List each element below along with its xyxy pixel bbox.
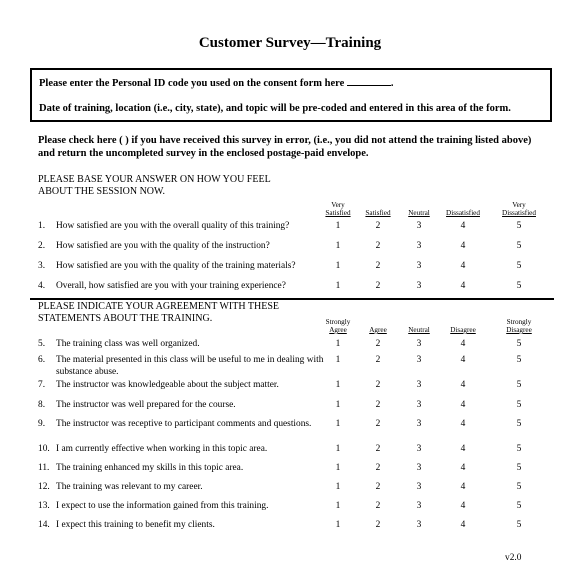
rating-option[interactable]: 5: [516, 339, 522, 349]
rating-option[interactable]: 1: [335, 419, 341, 429]
rating-option[interactable]: 1: [335, 261, 341, 271]
question-number: 9.: [38, 419, 46, 429]
rating-option[interactable]: 4: [460, 419, 466, 429]
rating-option[interactable]: 1: [335, 355, 341, 365]
rating-option[interactable]: 1: [335, 501, 341, 511]
rating-option[interactable]: 1: [335, 463, 341, 473]
section2-question: [38, 339, 328, 351]
question-text: How satisfied are you with the quality of the instruction?: [56, 241, 270, 251]
rating-option[interactable]: 2: [375, 380, 381, 390]
rating-option[interactable]: 4: [460, 463, 466, 473]
rating-option[interactable]: 5: [516, 261, 522, 271]
section2-question: [38, 444, 328, 456]
rating-option[interactable]: 2: [375, 444, 381, 454]
question-number: 6.: [38, 355, 46, 365]
question-number: 8.: [38, 400, 46, 410]
rating-option[interactable]: 5: [516, 520, 522, 530]
section1-scale-header: Dissatisfied: [446, 209, 480, 217]
rating-option[interactable]: 2: [375, 221, 381, 231]
section2-question: [38, 501, 328, 513]
question-text: How satisfied are you with the quality of the training materials?: [56, 261, 296, 271]
rating-option[interactable]: 3: [416, 221, 422, 231]
rating-option[interactable]: 5: [516, 482, 522, 492]
rating-option[interactable]: 4: [460, 241, 466, 251]
question-text: I am currently effective when working in this topic area.: [56, 444, 268, 454]
section2-scale-header: Strongly Agree: [325, 318, 351, 334]
section1-scale-header: Neutral: [408, 209, 430, 217]
section2-heading: PLEASE INDICATE YOUR AGREEMENT WITH THESE STATEMENTS ABOUT THE TRAINING.: [38, 301, 280, 324]
rating-option[interactable]: 5: [516, 463, 522, 473]
rating-option[interactable]: 5: [516, 241, 522, 251]
question-text: I expect to use the information gained from this training.: [56, 501, 269, 511]
rating-option[interactable]: 2: [375, 463, 381, 473]
rating-option[interactable]: 4: [460, 501, 466, 511]
rating-option[interactable]: 3: [416, 241, 422, 251]
rating-option[interactable]: 2: [375, 482, 381, 492]
section2-question: [38, 482, 328, 494]
rating-option[interactable]: 5: [516, 444, 522, 454]
rating-option[interactable]: 3: [416, 355, 422, 365]
id-info-box: [30, 68, 552, 122]
section2-scale-header: Agree: [369, 326, 387, 334]
section2-question: [38, 355, 346, 378]
rating-option[interactable]: 3: [416, 281, 422, 291]
question-number: 11.: [38, 463, 50, 473]
rating-option[interactable]: 3: [416, 463, 422, 473]
rating-option[interactable]: 2: [375, 281, 381, 291]
question-number: 12.: [38, 482, 50, 492]
rating-option[interactable]: 5: [516, 501, 522, 511]
rating-option[interactable]: 4: [460, 281, 466, 291]
rating-option[interactable]: 3: [416, 419, 422, 429]
section2-scale-header: Neutral: [408, 326, 430, 334]
section2-question: [38, 400, 328, 412]
question-number: 3.: [38, 261, 46, 271]
question-number: 2.: [38, 241, 46, 251]
question-text: The training was relevant to my career.: [56, 482, 203, 492]
section1-question: [38, 281, 328, 293]
section2-question: [38, 463, 328, 475]
question-text: How satisfied are you with the overall quality of this training?: [56, 221, 290, 231]
section2-question: [38, 520, 328, 532]
section1-scale-header: Satisfied: [365, 209, 391, 217]
rating-option[interactable]: 5: [516, 380, 522, 390]
rating-option[interactable]: 1: [335, 444, 341, 454]
question-number: 10.: [38, 444, 50, 454]
section2-question: [38, 419, 346, 431]
rating-option[interactable]: 4: [460, 482, 466, 492]
rating-option[interactable]: 3: [416, 501, 422, 511]
rating-option[interactable]: 4: [460, 380, 466, 390]
question-text: The training enhanced my skills in this topic area.: [56, 463, 244, 473]
rating-option[interactable]: 3: [416, 261, 422, 271]
rating-option[interactable]: 1: [335, 281, 341, 291]
rating-option[interactable]: 2: [375, 400, 381, 410]
rating-option[interactable]: 2: [375, 339, 381, 349]
section2-question: [38, 380, 328, 392]
error-check-note: Please check here ( ) if you have received this survey in error, (i.e., you did not attend the training listed above) and return the uncompleted survey in the enclosed postage-paid envelope.: [38, 135, 532, 159]
precode-note: Date of training, location (i.e., city, state), and topic will be pre-coded and entered in this area of the form.: [39, 103, 511, 114]
question-text: The instructor was receptive to participant comments and questions.: [56, 419, 312, 429]
section-divider: [30, 298, 554, 300]
rating-option[interactable]: 3: [416, 380, 422, 390]
rating-option[interactable]: 2: [375, 241, 381, 251]
section1-scale-header: Very Satisfied: [325, 201, 351, 217]
section1-scale-header: Very Dissatisfied: [502, 201, 536, 217]
question-number: 14.: [38, 520, 50, 530]
question-text: The training class was well organized.: [56, 339, 200, 349]
rating-option[interactable]: 4: [460, 444, 466, 454]
rating-option[interactable]: 1: [335, 339, 341, 349]
rating-option[interactable]: 5: [516, 355, 522, 365]
version-label: v2.0: [505, 553, 522, 563]
rating-option[interactable]: 5: [516, 281, 522, 291]
question-number: 4.: [38, 281, 46, 291]
personal-id-blank[interactable]: [347, 75, 391, 86]
question-text: I expect this training to benefit my clients.: [56, 520, 215, 530]
question-number: 13.: [38, 501, 50, 511]
rating-option[interactable]: 3: [416, 400, 422, 410]
rating-option[interactable]: 1: [335, 241, 341, 251]
rating-option[interactable]: 5: [516, 419, 522, 429]
rating-option[interactable]: 4: [460, 355, 466, 365]
section2-scale-header: Strongly Disagree: [506, 318, 532, 334]
rating-option[interactable]: 5: [516, 221, 522, 231]
rating-option[interactable]: 1: [335, 482, 341, 492]
rating-option[interactable]: 1: [335, 380, 341, 390]
rating-option[interactable]: 2: [375, 419, 381, 429]
rating-option[interactable]: 3: [416, 444, 422, 454]
rating-option[interactable]: 3: [416, 482, 422, 492]
section1-question: [38, 261, 328, 273]
question-number: 1.: [38, 221, 46, 231]
rating-option[interactable]: 2: [375, 501, 381, 511]
question-number: 5.: [38, 339, 46, 349]
rating-option[interactable]: 4: [460, 339, 466, 349]
rating-option[interactable]: 2: [375, 261, 381, 271]
question-number: 7.: [38, 380, 46, 390]
question-text: The material presented in this class will be useful to me in dealing with substance abuse.: [56, 355, 324, 377]
section2-scale-header: Disagree: [450, 326, 476, 334]
question-text: Overall, how satisfied are you with your training experience?: [56, 281, 286, 291]
rating-option[interactable]: 4: [460, 400, 466, 410]
section1-heading: PLEASE BASE YOUR ANSWER ON HOW YOU FEEL ABOUT THE SESSION NOW.: [38, 174, 271, 197]
page-title: Customer Survey—Training: [198, 35, 382, 51]
personal-id-instruction: Please enter the Personal ID code you used on the consent form here .: [39, 75, 394, 89]
section1-question: [38, 241, 328, 253]
question-text: The instructor was knowledgeable about the subject matter.: [56, 380, 279, 390]
rating-option[interactable]: 1: [335, 400, 341, 410]
rating-option[interactable]: 2: [375, 520, 381, 530]
rating-option[interactable]: 1: [335, 221, 341, 231]
rating-option[interactable]: 4: [460, 520, 466, 530]
rating-option[interactable]: 4: [460, 221, 466, 231]
rating-option[interactable]: 5: [516, 400, 522, 410]
rating-option[interactable]: 3: [416, 339, 422, 349]
rating-option[interactable]: 3: [416, 520, 422, 530]
rating-option[interactable]: 1: [335, 520, 341, 530]
rating-option[interactable]: 2: [375, 355, 381, 365]
question-text: The instructor was well prepared for the course.: [56, 400, 236, 410]
rating-option[interactable]: 4: [460, 261, 466, 271]
section1-question: [38, 221, 328, 233]
